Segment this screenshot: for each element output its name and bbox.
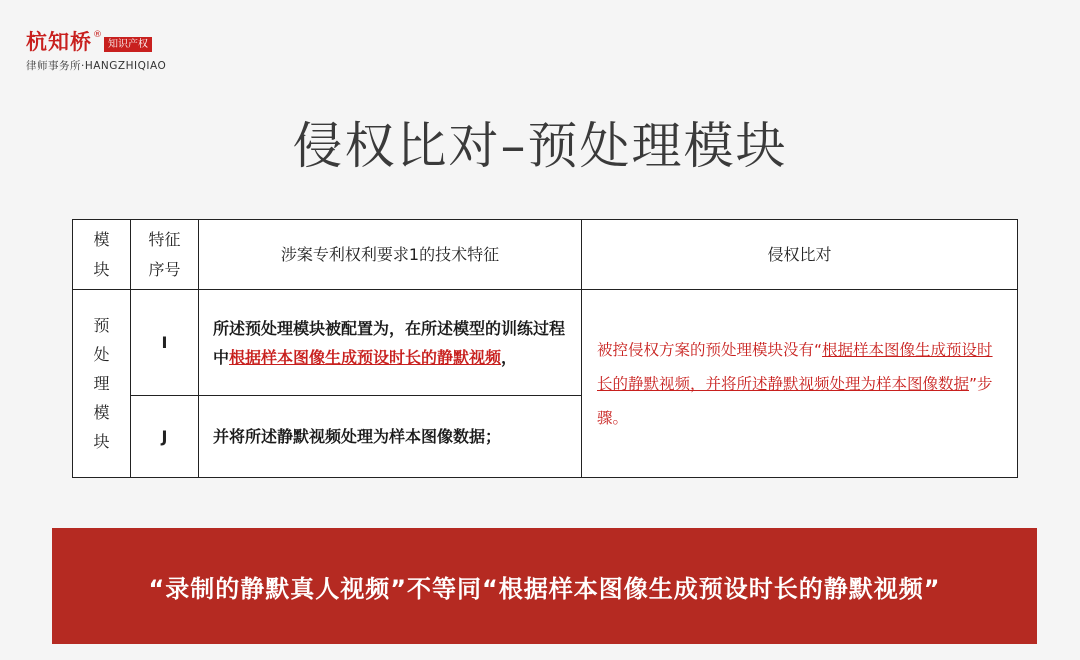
comparison-highlight: 根据样本图像生成预设时长的静默视频，并将所述静默视频处理为样本图像数据 xyxy=(597,340,993,393)
header-comparison: 侵权比对 xyxy=(582,220,1018,290)
comparison-text-end: ”步骤。 xyxy=(597,374,993,427)
header-module xyxy=(73,220,131,290)
header-seq-line1: 特征 xyxy=(148,229,181,249)
conclusion-banner xyxy=(52,528,1037,644)
conclusion-text: “录制的静默真人视频”不等同“根据样本图像生成预设时长的静默视频” xyxy=(148,574,941,603)
header-module-line2: 块 xyxy=(93,259,110,279)
header-module-line1: 模 xyxy=(93,229,110,249)
module-char: 预 xyxy=(93,316,110,335)
logo-name: 杭知桥 xyxy=(26,30,92,54)
header-seq-line2: 序号 xyxy=(148,259,181,279)
module-char: 块 xyxy=(93,432,110,451)
module-char: 处 xyxy=(93,345,110,364)
comparison-table xyxy=(72,219,1018,478)
firm-logo xyxy=(26,30,166,73)
feature-text-end: ， xyxy=(501,347,518,367)
slide-title: 侵权比对–预处理模块 xyxy=(292,117,788,175)
registered-mark: ® xyxy=(93,30,102,40)
module-char: 理 xyxy=(93,374,110,393)
seq-cell: J xyxy=(131,396,199,478)
feature-highlight: 根据样本图像生成预设时长的静默视频 xyxy=(229,347,502,367)
comparison-text: 被控侵权方案的预处理模块没有“ xyxy=(597,340,823,359)
header-seq xyxy=(131,220,199,290)
logo-tag: 知识产权 xyxy=(104,37,152,52)
header-feature: 涉案专利权利要求1的技术特征 xyxy=(199,220,582,290)
feature-cell: 并将所述静默视频处理为样本图像数据； xyxy=(199,396,582,478)
feature-text: 所述预处理模块被配置为，在所述模型的训练过程中 xyxy=(213,318,566,367)
module-cell xyxy=(73,290,131,478)
logo-mark xyxy=(26,30,166,54)
table-row xyxy=(73,290,1018,396)
table-header-row xyxy=(73,220,1018,290)
module-char: 模 xyxy=(93,403,110,422)
feature-cell xyxy=(199,290,582,396)
logo-subtitle: 律师事务所·HANGZHIQIAO xyxy=(26,60,167,72)
comparison-cell xyxy=(582,290,1018,478)
seq-cell: I xyxy=(131,290,199,396)
